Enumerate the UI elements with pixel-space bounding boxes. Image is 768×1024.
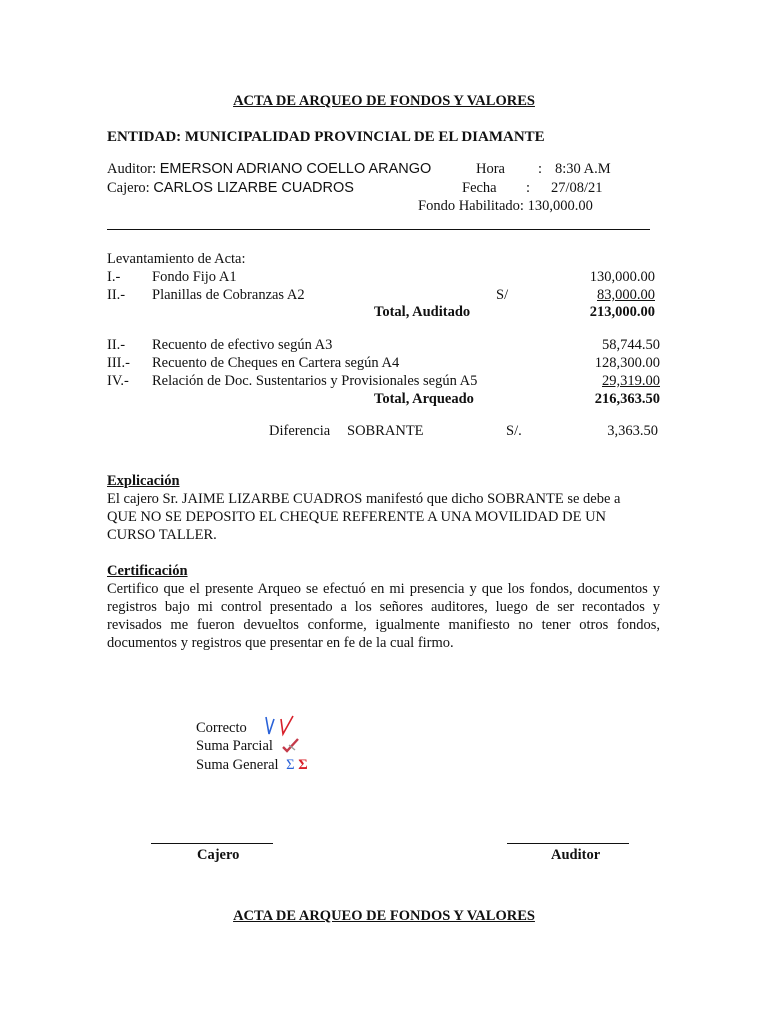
arqueo-row-num: IV.- [107,373,129,389]
explicacion-line [107,490,620,508]
arqueo-row-num: II.- [107,337,126,353]
suma-general-label: Suma General [196,757,279,773]
certificacion-heading: Certificación [107,563,188,579]
cajero-signature-line [151,843,273,844]
levantamiento-row-num: II.- [107,287,126,303]
explicacion-line: CURSO TALLER. [107,527,217,543]
arqueo-row-desc: Recuento de Cheques en Cartera según A4 [152,355,400,371]
check-marks-icon [263,713,299,737]
fecha-separator: : [526,180,531,196]
explicacion-line: QUE NO SE DEPOSITO EL CHEQUE REFERENTE A UNA MOVILIDAD DE UN [107,509,607,525]
fondo-habilitado [418,197,593,215]
cajero-name: CARLOS LIZARBE CUADROS [153,180,354,196]
fecha-value: 27/08/21 [551,180,603,196]
fondo-value: 130,000.00 [527,198,593,214]
cajero-label: Cajero: [107,180,150,196]
legend-correcto [196,719,247,737]
entity-line: ENTIDAD: MUNICIPALIDAD PROVINCIAL DE EL DIAMANTE [107,129,545,145]
levantamiento-row-desc: Fondo Fijo A1 [152,269,237,285]
auditor-line [107,160,431,178]
arqueo-row-desc: Recuento de efectivo según A3 [152,337,333,353]
fecha-label: Fecha [462,180,497,196]
auditor-signature-label: Auditor [551,847,601,863]
diferencia-amount: 3,363.50 [607,423,658,439]
document-title: ACTA DE ARQUEO DE FONDOS Y VALORES [233,93,535,109]
legend-suma-parcial [196,737,273,755]
levantamiento-row-amount: 130,000.00 [589,269,655,285]
levantamiento-row-currency: S/ [496,287,509,303]
total-arqueado-label: Total, Arqueado [374,391,474,407]
blue-check-icon [266,717,274,734]
correcto-label: Correcto [196,720,247,736]
sigma-blue-icon: Σ [286,757,295,773]
hora-value: 8:30 A.M [555,161,611,177]
total-auditado-label: Total, Auditado [374,304,471,320]
total-arqueado-value: 216,363.50 [594,391,660,407]
arqueo-row-amount: 128,300.00 [594,355,660,371]
explicacion-heading: Explicación [107,473,180,489]
arqueo-row-num: III.- [107,355,130,371]
levantamiento-row-desc: Planillas de Cobranzas A2 [152,287,305,303]
fondo-label: Fondo Habilitado: [418,198,524,214]
hora-label: Hora [476,161,505,177]
cajero-line [107,179,354,197]
header-divider [107,229,650,230]
diferencia-currency: S/. [506,423,522,439]
levantamiento-row-num: I.- [107,269,121,285]
levantamiento-heading: Levantamiento de Acta: [107,251,246,267]
arqueo-row-amount: 29,319.00 [602,373,660,389]
sigma-red-icon: Σ [298,757,308,773]
arqueo-row-amount: 58,744.50 [602,337,660,353]
legend-suma-general [196,756,308,774]
cajero-signature-label: Cajero [197,847,240,863]
hora-separator: : [538,161,543,177]
levantamiento-row-amount: 83,000.00 [597,287,655,303]
diferencia-type: SOBRANTE [347,423,424,439]
arqueo-row-desc: Relación de Doc. Sustentarios y Provisionales según A5 [152,373,478,389]
suma-parcial-label: Suma Parcial [196,738,273,754]
auditor-signature-line [507,843,629,844]
certificacion-text: Certifico que el presente Arqueo se efectuó en mi presencia y que los fondos, documentos y registros bajo mi control presentado a los señores auditores, luego de ser recontados y revisados me fueron devueltos conforme, igualmente manifiesto no tener otros fondos, documentos y registros que presentar en fe de la cual firmo. [107,581,660,651]
diferencia-label: Diferencia [269,423,331,439]
total-auditado-value: 213,000.00 [589,304,655,320]
red-check-icon [281,716,293,734]
footer-title: ACTA DE ARQUEO DE FONDOS Y VALORES [233,908,535,924]
explicacion-text-start: El cajero Sr. JAIME LIZARBE CUADROS manifestó que dicho SOBRANTE se debe a [107,491,621,507]
auditor-label: Auditor: [107,161,157,177]
auditor-name: EMERSON ADRIANO COELLO ARANGO [159,161,432,177]
pencil-tick-icon [281,737,301,753]
